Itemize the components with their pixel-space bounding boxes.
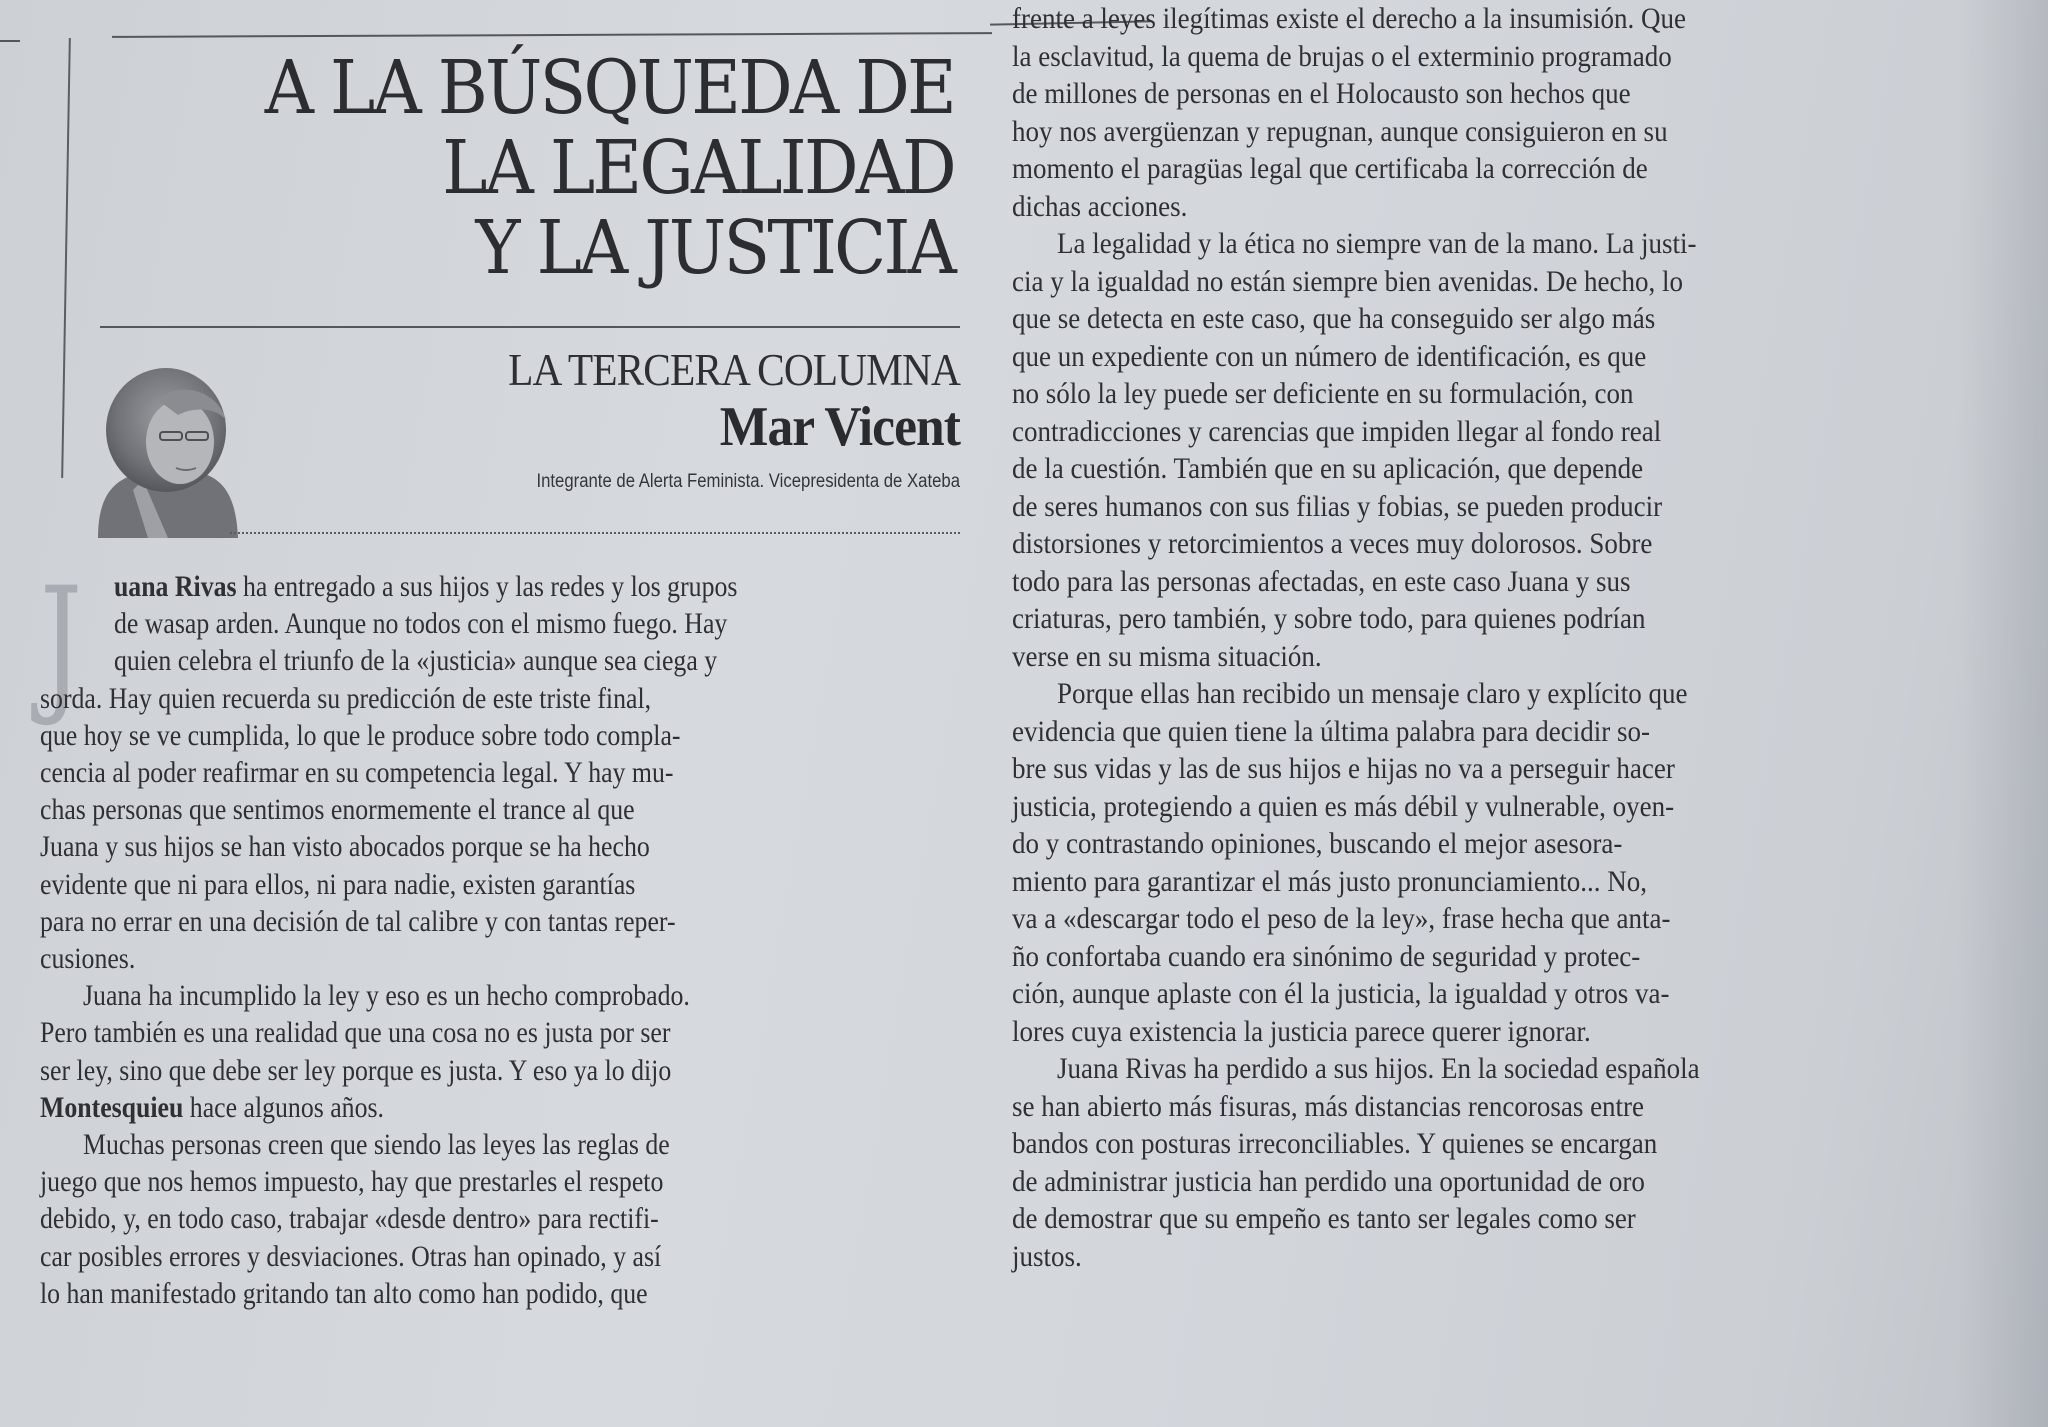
text-line — [40, 903, 848, 940]
text-span: ha entregado a sus hijos y las redes y los grupos — [236, 570, 738, 603]
headline-line-1: A LA BÚSQUEDA DE — [264, 45, 954, 131]
text-line — [1012, 675, 1876, 713]
text-line — [1012, 150, 1876, 188]
text-span: car posibles errores y desviaciones. Otras han opinado, y así — [40, 1239, 662, 1273]
text-span: quien celebra el triunfo de la «justicia» aunque sea ciega y — [113, 644, 718, 678]
text-line — [1012, 525, 1876, 563]
text-line — [1012, 1200, 1876, 1238]
text-span: evidencia que quien tiene la última palabra para decidir so- — [1012, 714, 1650, 748]
text-line — [1012, 488, 1876, 526]
text-span: de demostrar que su empeño es tanto ser legales como ser — [1012, 1202, 1636, 1235]
text-span: bre sus vidas y las de sus hijos e hijas no va a perseguir hacer — [1012, 752, 1675, 785]
byline-dotted-rule — [230, 532, 960, 534]
text-line — [1012, 225, 1876, 263]
drop-cap: J — [40, 556, 83, 730]
text-line — [1012, 713, 1876, 751]
text-line — [1012, 38, 1876, 76]
article-column-left — [40, 556, 980, 1312]
text-line — [40, 791, 848, 828]
text-line — [1012, 75, 1876, 113]
text-line — [40, 940, 848, 977]
text-line — [1012, 338, 1876, 376]
text-span: miento para garantizar el más justo pronunciamiento... No, — [1012, 864, 1648, 898]
text-span: criaturas, pero también, y sobre todo, para quienes podrían — [1012, 602, 1646, 635]
text-line — [1012, 113, 1876, 151]
text-line — [40, 1275, 848, 1312]
text-span: frente a leyes ilegítimas existe el derecho a la insumisión. Que — [1012, 2, 1687, 35]
text-line — [1012, 1163, 1876, 1201]
text-span: hoy nos avergüenzan y repugnan, aunque consiguieron en su — [1012, 114, 1668, 148]
text-span: cusiones. — [40, 942, 136, 976]
text-span: que se detecta en este caso, que ha conseguido ser algo más — [1012, 302, 1656, 335]
text-line — [40, 605, 848, 642]
text-line — [1012, 300, 1876, 338]
author-name: Mar Vicent — [719, 396, 960, 458]
bold-name: Montesquieu — [40, 1090, 184, 1124]
text-line — [1012, 188, 1876, 226]
text-line — [40, 568, 848, 605]
text-span: todo para las personas afectadas, en este caso Juana y sus — [1012, 564, 1631, 598]
text-span: momento el paragüas legal que certificaba la corrección de — [1012, 152, 1648, 185]
text-line — [1012, 1013, 1876, 1051]
text-span: lores cuya existencia la justicia parece querer ignorar. — [1012, 1014, 1591, 1048]
text-span: distorsiones y retorcimientos a veces muy dolorosos. Sobre — [1012, 527, 1653, 560]
text-span: do y contrastando opiniones, buscando el mejor asesora- — [1012, 827, 1623, 860]
text-span: Juana y sus hijos se han visto abocados porque se ha hecho — [40, 830, 650, 864]
text-span: verse en su misma situación. — [1012, 639, 1322, 673]
text-span: sorda. Hay quien recuerda su predicción de este triste final, — [40, 681, 652, 715]
headline-line-3: Y LA JUSTICIA — [475, 205, 954, 291]
text-span: juego que nos hemos impuesto, hay que prestarles el respeto — [40, 1165, 664, 1199]
text-span: contradicciones y carencias que impiden llegar al fondo real — [1012, 414, 1662, 448]
text-span: va a «descargar todo el peso de la ley», frase hecha que anta- — [1012, 902, 1671, 935]
text-line — [40, 642, 848, 679]
text-line — [1012, 1050, 1876, 1088]
text-line — [1012, 600, 1876, 638]
text-span: cencia al poder reafirmar en su competencia legal. Y hay mu- — [40, 756, 674, 790]
text-span: que un expediente con un número de identificación, es que — [1012, 339, 1647, 373]
text-line — [40, 1200, 848, 1237]
text-span: chas personas que sentimos enormemente el trance al que — [40, 793, 635, 827]
headline-underline-rule — [100, 326, 960, 328]
text-span: La legalidad y la ética no siempre van de la mano. La justi- — [1057, 227, 1697, 260]
text-span: ser ley, sino que debe ser ley porque es justa. Y eso ya lo dijo — [40, 1053, 672, 1087]
text-span: ción, aunque aplaste con él la justicia, la igualdad y otros va- — [1012, 977, 1670, 1010]
text-line — [1012, 263, 1876, 301]
text-span: evidente que ni para ellos, ni para nadie, existen garantías — [40, 867, 636, 901]
text-line — [1012, 0, 1876, 38]
text-span: de la cuestión. También que en su aplicación, que depende — [1012, 452, 1644, 485]
text-span: debido, y, en todo caso, trabajar «desde dentro» para rectifi- — [40, 1202, 659, 1236]
text-span: Muchas personas creen que siendo las leyes las reglas de — [83, 1128, 670, 1162]
text-line — [40, 1126, 848, 1163]
text-span: bandos con posturas irreconciliables. Y quienes se encargan — [1012, 1127, 1658, 1160]
text-line — [40, 1089, 848, 1126]
text-span: de administrar justicia han perdido una oportunidad de oro — [1012, 1164, 1645, 1198]
article-column-right — [1012, 0, 1972, 1275]
text-span: para no errar en una decisión de tal calibre y con tantas reper- — [40, 904, 676, 938]
text-line — [40, 717, 848, 754]
text-line — [40, 828, 848, 865]
text-line — [1012, 975, 1876, 1013]
text-span: la esclavitud, la quema de brujas o el exterminio programado — [1012, 39, 1672, 73]
text-line — [1012, 825, 1876, 863]
text-span: hace algunos años. — [183, 1090, 384, 1124]
text-span: no sólo la ley puede ser deficiente en su formulación, con — [1012, 377, 1634, 410]
author-portrait — [88, 360, 238, 538]
section-name: LA TERCERA COLUMNA — [508, 345, 960, 395]
text-line — [1012, 413, 1876, 451]
text-line — [40, 1163, 848, 1200]
text-line — [40, 680, 848, 717]
text-span: se han abierto más fisuras, más distancias rencorosas entre — [1012, 1089, 1645, 1123]
text-line — [40, 1052, 848, 1089]
text-span: de wasap arden. Aunque no todos con el mismo fuego. Hay — [113, 607, 728, 641]
text-span: de seres humanos con sus filias y fobias, se pueden producir — [1012, 489, 1663, 523]
text-span: Pero también es una realidad que una cosa no es justa por ser — [40, 1016, 671, 1050]
text-span: justicia, protegiendo a quien es más débil y vulnerable, oyen- — [1012, 789, 1675, 823]
text-line — [1012, 938, 1876, 976]
text-line — [40, 1238, 848, 1275]
text-span: que hoy se ve cumplida, lo que le produce sobre todo compla- — [40, 718, 681, 752]
text-line — [1012, 1238, 1876, 1276]
author-bio: Integrante de Alerta Feminista. Vicepresidenta de Xateba — [536, 471, 960, 492]
text-line — [1012, 900, 1876, 938]
text-line — [40, 754, 848, 791]
text-line — [40, 1014, 848, 1051]
text-span: de millones de personas en el Holocausto son hechos que — [1012, 77, 1631, 110]
headline-line-2: LA LEGALIDAD — [442, 125, 954, 211]
left-edge-rule — [0, 40, 20, 42]
text-line — [1012, 788, 1876, 826]
text-span: Juana ha incumplido la ley y eso es un hecho comprobado. — [83, 979, 690, 1013]
headline — [144, 45, 954, 291]
text-span: dichas acciones. — [1012, 189, 1188, 223]
text-span: ño confortaba cuando era sinónimo de seguridad y protec- — [1012, 939, 1641, 973]
text-line — [40, 866, 848, 903]
text-line — [1012, 1125, 1876, 1163]
text-span: Porque ellas han recibido un mensaje claro y explícito que — [1057, 677, 1688, 710]
text-line — [1012, 563, 1876, 601]
text-span: lo han manifestado gritando tan alto como han podido, que — [40, 1276, 648, 1310]
text-line — [1012, 1088, 1876, 1126]
text-line — [1012, 638, 1876, 676]
text-line — [1012, 375, 1876, 413]
text-line — [1012, 750, 1876, 788]
text-line — [1012, 450, 1876, 488]
byline — [220, 345, 960, 495]
bold-name: uana Rivas — [113, 570, 237, 603]
text-line — [40, 977, 848, 1014]
text-span: justos. — [1012, 1239, 1082, 1273]
text-line — [1012, 863, 1876, 901]
text-span: Juana Rivas ha perdido a sus hijos. En la sociedad española — [1057, 1052, 1700, 1085]
text-span: cia y la igualdad no están siempre bien avenidas. De hecho, lo — [1012, 264, 1684, 298]
